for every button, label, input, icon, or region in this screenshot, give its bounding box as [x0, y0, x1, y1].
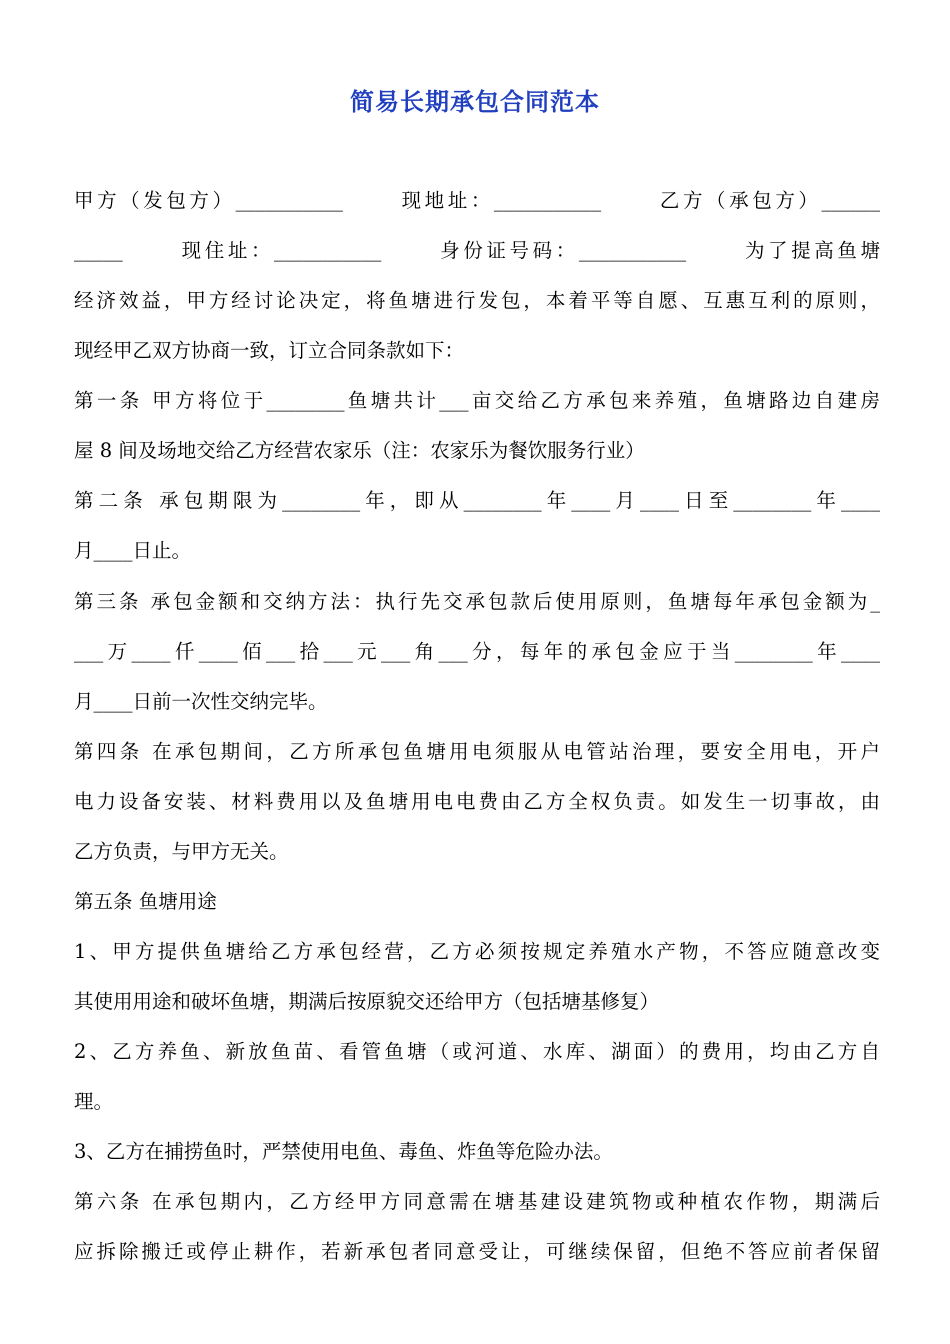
article-5-heading: 第五条 鱼塘用途 [74, 890, 217, 913]
document-title: 简易长期承包合同范本 [350, 88, 600, 116]
article-5-item-3: 3、乙方在捕捞鱼时，严禁使用电鱼、毒鱼、炸鱼等危险办法。 [74, 1140, 613, 1163]
article-5-item-2-line-1: 2、乙方养鱼、新放鱼苗、看管鱼塘（或河道、水库、湖面）的费用，均由乙方自 [74, 1040, 880, 1063]
contract-line-1: 甲方（发包方）___________ 现地址：___________ 乙方（承包方）______ [74, 189, 880, 212]
article-4-line-2: 电力设备安装、材料费用以及鱼塘用电电费由乙方全权负责。如发生一切事故，由 [74, 790, 880, 813]
contract-line-3: 经济效益，甲方经讨论决定，将鱼塘进行发包，本着平等自愿、互惠互利的原则， [74, 289, 880, 312]
article-5-item-1-line-1: 1、甲方提供鱼塘给乙方承包经营，乙方必须按规定养殖水产物，不答应随意改变 [74, 940, 880, 963]
article-1-line-2: 屋 8 间及场地交给乙方经营农家乐（注：农家乐为餐饮服务行业） [74, 439, 645, 462]
article-2-line-2: 月____日止。 [74, 539, 192, 562]
article-5-item-2-line-2: 理。 [74, 1090, 114, 1113]
article-1-line-1: 第一条 甲方将位于________鱼塘共计___亩交给乙方承包来养殖，鱼塘路边自建房 [74, 389, 880, 412]
contract-line-2: _____ 现住址：___________ 身份证号码：___________ 为了提高鱼塘 [74, 239, 880, 262]
article-5-item-1-line-2: 其使用用途和破坏鱼塘，期满后按原貌交还给甲方（包括塘基修复） [74, 990, 660, 1013]
contract-line-4: 现经甲乙双方协商一致，订立合同条款如下： [74, 339, 465, 362]
article-6-line-2: 应拆除搬迁或停止耕作，若新承包者同意受让，可继续保留，但绝不答应前者保留 [74, 1240, 880, 1263]
article-6-line-1: 第六条 在承包期内，乙方经甲方同意需在塘基建设建筑物或种植农作物，期满后 [74, 1190, 880, 1213]
article-3-line-1: 第三条 承包金额和交纳方法：执行先交承包款后使用原则，鱼塘每年承包金额为_ [74, 590, 880, 613]
article-3-line-2: ___万____仟____佰___拾___元___角___分，每年的承包金应于当________年____ [74, 640, 880, 663]
article-2-line-1: 第二条 承包期限为________年，即从________年____月____日至________年____ [74, 489, 880, 512]
article-3-line-3: 月____日前一次性交纳完毕。 [74, 690, 328, 713]
article-4-line-1: 第四条 在承包期间，乙方所承包鱼塘用电须服从电管站治理，要安全用电，开户 [74, 740, 880, 763]
article-4-line-3: 乙方负责，与甲方无关。 [74, 840, 289, 863]
